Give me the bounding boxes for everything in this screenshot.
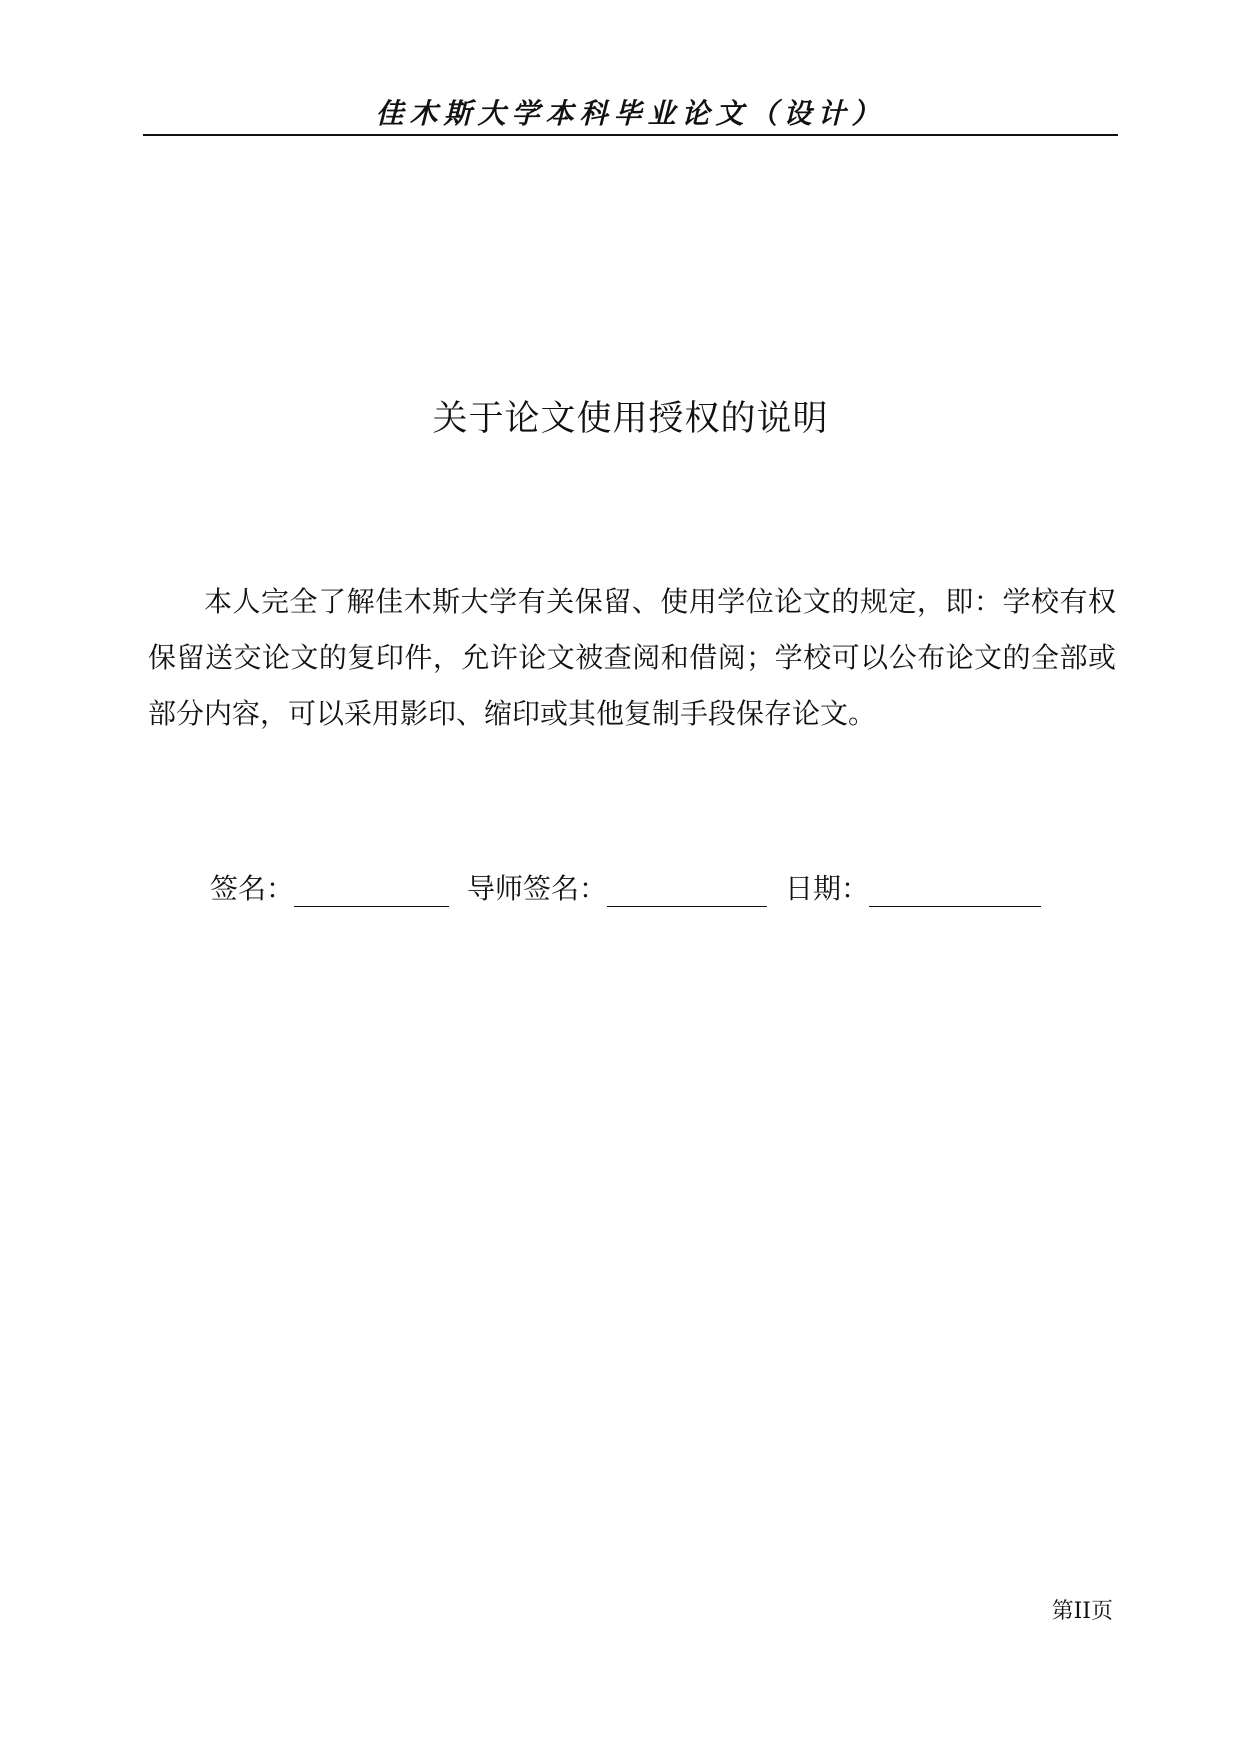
advisor-signature-line <box>607 874 767 907</box>
signature-line <box>294 874 449 907</box>
authorization-paragraph: 本人完全了解佳木斯大学有关保留、使用学位论文的规定，即：学校有权保留送交论文的复印件，允许论文被查阅和借阅；学校可以公布论文的全部或部分内容，可以采用影印、缩印或其他复制手段保存论文。 <box>148 585 1116 730</box>
advisor-signature-label: 导师签名： <box>467 872 608 905</box>
date-line <box>869 874 1041 907</box>
header-title: 佳木斯大学本科毕业论文（设计） <box>375 97 886 130</box>
page-number: 第II页 <box>1051 1599 1113 1624</box>
signature-label: 签名： <box>210 872 295 905</box>
signature-row <box>210 869 1041 909</box>
date-label: 日期： <box>785 872 870 905</box>
header-rule <box>143 134 1118 136</box>
document-title: 关于论文使用授权的说明 <box>432 399 829 439</box>
